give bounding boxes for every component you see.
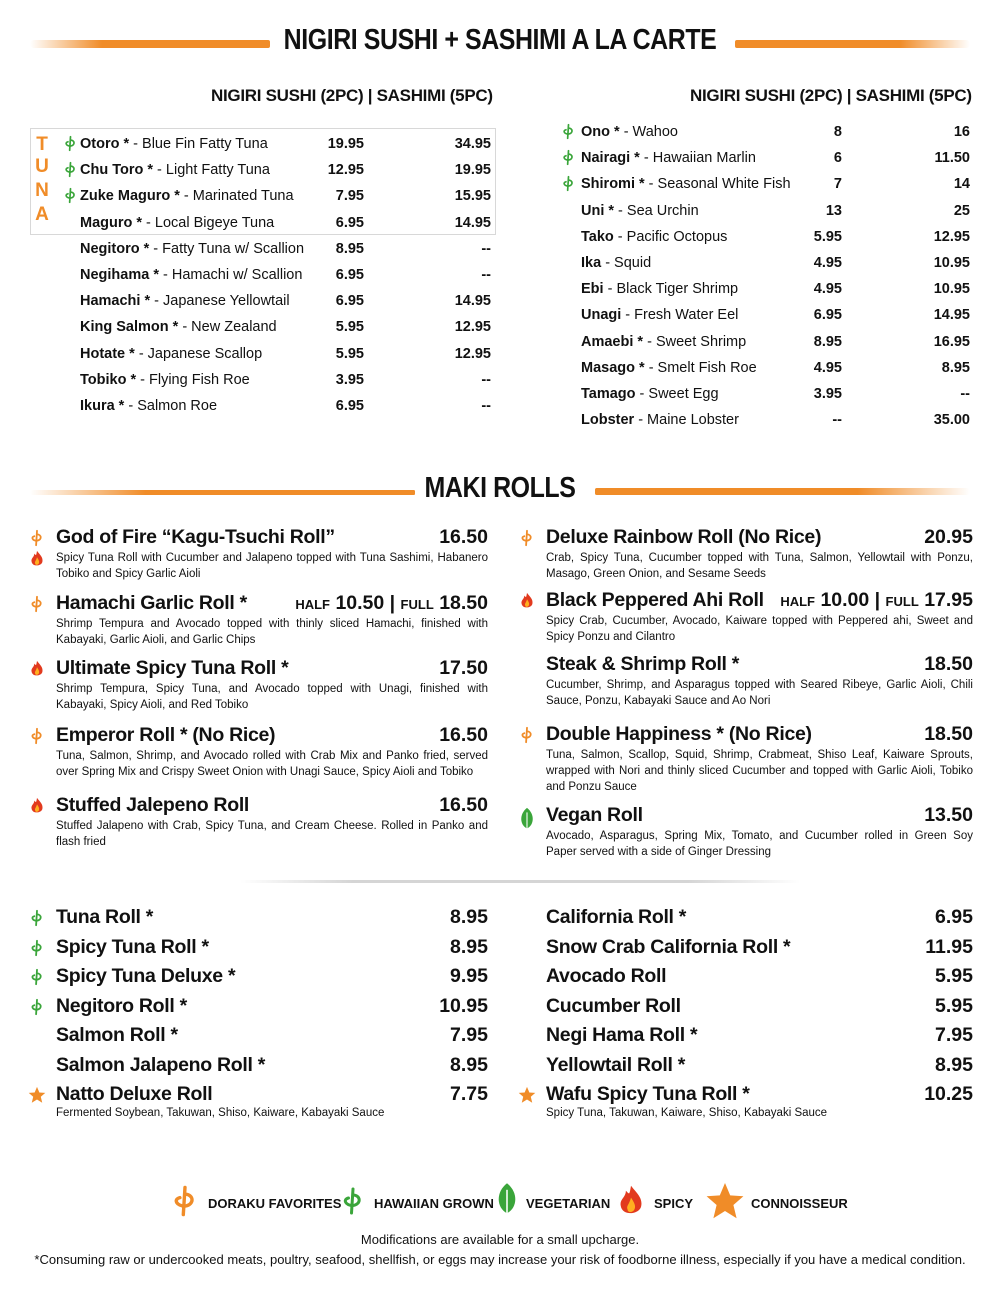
roll-item (28, 1024, 488, 1053)
hawaiian-grown-icon (62, 161, 78, 179)
item-name: Maguro * (80, 214, 143, 231)
item-name: Amaebi * (581, 333, 644, 350)
nigiri-price: 8 (833, 124, 842, 141)
doraku-favorite-icon (518, 726, 536, 749)
item-description: - Blue Fin Fatty Tuna (129, 136, 268, 153)
maki-item (28, 526, 488, 586)
full-price: 17.95 (924, 589, 973, 611)
sashimi-price: 10.95 (933, 281, 970, 298)
sashimi-price: 16.95 (933, 333, 970, 350)
item-description: Stuffed Jalapeno with Crab, Spicy Tuna, and Cream Cheese. Rolled in Panko and flash fried (56, 820, 488, 848)
divider (240, 880, 800, 883)
half-price: 10.50 (335, 592, 385, 614)
roll-item (518, 1054, 973, 1083)
item-name: Ikura * (80, 397, 125, 414)
nigiri-price: 19.95 (327, 136, 364, 153)
nigiri-left-table (0, 131, 500, 419)
nigiri-price: 6.95 (813, 307, 842, 324)
roll-item (518, 1024, 973, 1053)
full-label: FULL (400, 597, 434, 612)
price-value: 20.95 (924, 526, 973, 548)
hawaiian-grown-icon (28, 968, 46, 991)
hawaiian-grown-icon (62, 187, 78, 205)
roll-item (28, 995, 488, 1024)
item-price: 11.95 (925, 935, 973, 958)
item-description: Crab, Spicy Tuna, Cucumber topped with Tuna, Salmon, Yellowtail with Ponzu, Masago, Green Onion, and Sesame Seeds (546, 552, 973, 580)
item-title: Emperor Roll * (No Rice) (56, 724, 276, 746)
item-name-line (80, 267, 302, 283)
nigiri-price: 8.95 (813, 333, 842, 350)
roll-item (518, 936, 973, 965)
item-description: - Marinated Tuna (179, 188, 294, 205)
item-name-line (80, 398, 217, 414)
item-name-line (581, 229, 727, 245)
item-price (924, 526, 973, 549)
item-name: King Salmon * (80, 319, 179, 336)
item-name-line (581, 176, 791, 192)
sashimi-price: 10.95 (933, 255, 970, 272)
nigiri-price: 3.95 (335, 371, 364, 388)
nigiri-left-column-title: NIGIRI SUSHI (2PC) | SASHIMI (5PC) (211, 86, 493, 105)
item-price: 8.95 (935, 1053, 973, 1076)
nigiri-right-column-title: NIGIRI SUSHI (2PC) | SASHIMI (5PC) (690, 86, 972, 105)
nigiri-price: 3.95 (813, 385, 842, 402)
tuna-letter: A (35, 204, 49, 225)
item-title: Negi Hama Roll * (546, 1024, 698, 1046)
spicy-icon (28, 550, 46, 573)
item-title: Hamachi Garlic Roll * (56, 592, 247, 614)
menu-row (500, 171, 1000, 197)
item-name-line (80, 215, 274, 231)
tuna-letter: U (35, 156, 49, 177)
menu-row (0, 157, 500, 183)
item-name-line (581, 203, 699, 219)
sashimi-price: -- (481, 240, 491, 257)
sashimi-price: 35.00 (933, 412, 970, 429)
nigiri-price: 5.95 (335, 345, 364, 362)
roll-item (518, 1083, 973, 1119)
legend-label: DORAKU FAVORITES (208, 1195, 342, 1211)
item-title: Salmon Jalapeno Roll * (56, 1053, 266, 1076)
item-price: HALF 10.50 | FULL 18.50 (295, 592, 488, 614)
item-description: - Flying Fish Roe (136, 371, 250, 388)
item-title: God of Fire “Kagu-Tsuchi Roll” (56, 526, 335, 548)
price-value: 16.50 (439, 526, 488, 548)
legend-label: HAWAIIAN GROWN (374, 1195, 494, 1211)
connoisseur-icon (705, 1181, 745, 1226)
item-description: Tuna, Salmon, Scallop, Squid, Shrimp, Crabmeat, Shiso Leaf, Kaiware Sprouts, wrapped with Nori and thinly sliced Cucumber and topped with Garlic Aioli, Tobiko and Ponzu Sauce (546, 749, 973, 793)
menu-row (0, 183, 500, 209)
item-name: Lobster (581, 412, 635, 429)
spicy-icon (28, 797, 46, 820)
sashimi-price: 14 (953, 176, 970, 193)
item-description: Spicy Tuna Roll with Cucumber and Jalapeno topped with Tuna Sashimi, Habanero Tobiko and Spicy Garlic Aioli (56, 552, 488, 580)
item-name-line (581, 360, 757, 376)
nigiri-price: 6 (833, 150, 842, 167)
maki-item (28, 794, 488, 854)
item-description: - Seasonal White Fish (644, 176, 791, 193)
doraku-favorite-icon (168, 1184, 202, 1223)
maki-item (518, 526, 973, 586)
item-name: Otoro * (80, 136, 130, 153)
tuna-letter: T (36, 134, 48, 155)
item-price: 8.95 (450, 1053, 488, 1076)
item-price: 5.95 (935, 994, 973, 1017)
legend-item (614, 1178, 693, 1228)
item-name: Zuke Maguro * (80, 188, 180, 205)
legend-item (494, 1178, 610, 1228)
sashimi-price: 8.95 (941, 359, 970, 376)
sashimi-price: 12.95 (454, 319, 491, 336)
item-name: Ebi (581, 281, 604, 298)
price-value: 16.50 (439, 724, 488, 746)
price-value: 16.50 (439, 794, 488, 816)
menu-row (0, 314, 500, 340)
item-price (924, 653, 973, 676)
item-title: Avocado Roll (546, 965, 667, 987)
item-name: Nairagi * (581, 150, 640, 167)
item-description: Avocado, Asparagus, Spring Mix, Tomato, and Cucumber rolled in Green Soy Paper served with a side of Ginger Dressing (546, 830, 973, 858)
item-title: Natto Deluxe Roll (56, 1083, 213, 1105)
item-name: Unagi (581, 307, 622, 324)
nigiri-price: 6.95 (335, 397, 364, 414)
menu-row (500, 224, 1000, 250)
item-price (439, 526, 488, 549)
legend-item (168, 1178, 341, 1228)
item-description: - Sweet Shrimp (643, 333, 747, 350)
item-title: California Roll * (546, 906, 687, 928)
menu-row (500, 355, 1000, 381)
item-name-line (581, 124, 678, 140)
sashimi-price: 12.95 (933, 228, 970, 245)
item-title: Ultimate Spicy Tuna Roll * (56, 657, 289, 679)
item-name: Ika (581, 255, 602, 272)
legend-label: SPICY (654, 1195, 694, 1211)
hawaiian-grown-icon (28, 939, 46, 962)
item-title: Double Happiness * (No Rice) (546, 723, 812, 745)
menu-row (0, 262, 500, 288)
item-description: Shrimp Tempura, Spicy Tuna, and Avocado topped with Unagi, finished with Kabayaki, Spicy Aioli, and Red Tobiko (56, 683, 488, 711)
item-title: Yellowtail Roll * (546, 1053, 686, 1076)
item-price: 6.95 (935, 906, 973, 928)
section-title: NIGIRI SUSHI + SASHIMI A LA CARTE (283, 24, 717, 56)
item-title: Cucumber Roll (546, 994, 681, 1017)
item-description: - Black Tiger Shrimp (603, 281, 739, 298)
item-title: Tuna Roll * (56, 906, 154, 928)
item-name: Hotate * (80, 345, 135, 362)
doraku-favorite-icon (518, 529, 536, 552)
menu-row (500, 407, 1000, 433)
price-value: 18.50 (924, 723, 973, 745)
item-name-line (581, 386, 719, 402)
item-title: Black Peppered Ahi Roll (546, 589, 764, 611)
item-title: Wafu Spicy Tuna Roll * (546, 1083, 750, 1105)
item-price: 7.95 (450, 1024, 488, 1046)
nigiri-price: -- (832, 412, 842, 429)
maki-section-header (0, 472, 1000, 512)
connoisseur-icon (518, 1086, 536, 1109)
item-name: Tamago (581, 385, 636, 402)
maki-item (518, 653, 973, 713)
item-description: - Maine Lobster (634, 412, 739, 429)
item-name-line (581, 412, 739, 428)
vegetarian-icon (518, 807, 536, 837)
item-title: Vegan Roll (546, 804, 643, 826)
roll-item (28, 906, 488, 935)
sashimi-price: 14.95 (933, 307, 970, 324)
sashimi-price: 16 (953, 124, 970, 141)
sashimi-price: 14.95 (454, 293, 491, 310)
item-price: 10.25 (924, 1083, 973, 1105)
modifications-note: Modifications are available for a small upcharge. (360, 1232, 640, 1247)
menu-row (0, 236, 500, 262)
nigiri-price: 12.95 (327, 162, 364, 179)
legend-item (338, 1178, 494, 1228)
item-price: HALF 10.00 | FULL 17.95 (780, 589, 973, 611)
item-description: - Hamachi w/ Scallion (158, 267, 303, 284)
legend-label: CONNOISSEUR (751, 1195, 848, 1211)
sashimi-price: 34.95 (454, 136, 491, 153)
legend-item (705, 1178, 848, 1228)
item-name-line (581, 281, 738, 297)
item-name-line (80, 293, 290, 309)
item-name-line (581, 334, 746, 350)
item-description: - Pacific Octopus (613, 228, 728, 245)
menu-row (0, 131, 500, 157)
item-name-line (581, 150, 756, 166)
item-name-line (80, 372, 250, 388)
item-description: Spicy Tuna, Takuwan, Kaiware, Shiso, Kabayaki Sauce (546, 1107, 828, 1119)
item-price: 5.95 (935, 965, 973, 987)
item-name-line (581, 255, 651, 271)
item-price: 7.75 (450, 1083, 488, 1105)
item-description: - Fresh Water Eel (621, 307, 739, 324)
item-description: Cucumber, Shrimp, and Asparagus topped with Seared Ribeye, Garlic Aioli, Chili Sauce, Ponzu, Kabayaki Sauce and Ao Nori (546, 679, 973, 707)
sashimi-price: -- (960, 385, 970, 402)
item-name: Shiromi * (581, 176, 645, 193)
item-description: - Hawaiian Marlin (639, 150, 756, 167)
menu-row (500, 119, 1000, 145)
nigiri-section-header (0, 24, 1000, 64)
tuna-letter: N (35, 180, 49, 201)
nigiri-price: 5.95 (813, 228, 842, 245)
sashimi-price: -- (481, 267, 491, 284)
roll-item (518, 995, 973, 1024)
item-description: Shrimp Tempura and Avocado topped with thinly sliced Hamachi, finished with Kabayaki, Garlic Aioli, and Garlic Chips (56, 618, 488, 646)
spicy-icon (614, 1184, 648, 1223)
hawaiian-grown-icon (28, 998, 46, 1021)
item-name-line (581, 307, 738, 323)
nigiri-price: 7 (833, 176, 842, 193)
item-name: Ono * (581, 124, 620, 141)
item-description: - Wahoo (619, 124, 678, 141)
hawaiian-grown-icon (28, 909, 46, 932)
menu-row (500, 302, 1000, 328)
menu-row (500, 276, 1000, 302)
item-price (924, 804, 973, 827)
roll-item (518, 965, 973, 994)
vegetarian-icon (494, 1182, 520, 1223)
item-name: Negitoro * (80, 240, 150, 257)
spicy-icon (518, 592, 536, 615)
menu-row (0, 393, 500, 419)
maki-item (28, 592, 488, 652)
sashimi-price: -- (481, 371, 491, 388)
item-description: - New Zealand (178, 319, 277, 336)
item-description: - Fatty Tuna w/ Scallion (149, 240, 305, 257)
item-price (439, 657, 488, 680)
nigiri-price: 6.95 (335, 267, 364, 284)
half-label: HALF (295, 597, 331, 612)
consumer-advisory: *Consuming raw or undercooked meats, poultry, seafood, shellfish, or eggs may increase your risk of foodborne illness, especially if you have a medical condition. (34, 1252, 966, 1267)
menu-row (0, 210, 500, 236)
item-description: - Squid (601, 255, 652, 272)
sashimi-price: 14.95 (454, 214, 491, 231)
item-title: Spicy Tuna Deluxe * (56, 965, 236, 987)
maki-item (28, 657, 488, 717)
doraku-favorite-icon (28, 727, 46, 750)
item-description: - Sea Urchin (614, 202, 699, 219)
legend-label: VEGETARIAN (526, 1195, 611, 1211)
item-name: Hamachi * (80, 293, 151, 310)
item-name-line (80, 241, 304, 257)
item-description: - Smelt Fish Roe (644, 359, 757, 376)
item-title: Deluxe Rainbow Roll (No Rice) (546, 526, 822, 548)
item-name-line (80, 346, 262, 362)
hawaiian-grown-icon (560, 123, 576, 141)
spicy-icon (28, 660, 46, 683)
sashimi-price: 19.95 (454, 162, 491, 179)
half-price: 10.00 (820, 589, 870, 611)
sashimi-price: -- (481, 397, 491, 414)
full-price: 18.50 (439, 592, 488, 614)
menu-row (0, 288, 500, 314)
roll-item (28, 1054, 488, 1083)
item-description: Tuna, Salmon, Shrimp, and Avocado rolled with Crab Mix and Panko fried, served over Spring Mix and Crispy Sweet Onion with Unagi Sauce, Spicy Aioli and Tobiko (56, 750, 488, 778)
item-description: - Salmon Roe (124, 397, 218, 414)
item-description: - Local Bigeye Tuna (142, 214, 275, 231)
item-name-line (80, 319, 277, 335)
hawaiian-grown-icon (560, 149, 576, 167)
nigiri-price: 4.95 (813, 281, 842, 298)
item-price: 8.95 (450, 906, 488, 928)
nigiri-right-table (500, 119, 1000, 433)
hawaiian-grown-icon (62, 135, 78, 153)
menu-row (0, 341, 500, 367)
item-price: 10.95 (439, 994, 488, 1017)
nigiri-price: 13 (825, 202, 842, 219)
maki-item (518, 804, 973, 864)
sashimi-price: 12.95 (454, 345, 491, 362)
nigiri-price: 4.95 (813, 359, 842, 376)
roll-item (28, 936, 488, 965)
item-name-line (80, 162, 270, 178)
item-description: - Japanese Yellowtail (150, 293, 290, 310)
price-value: 13.50 (924, 804, 973, 826)
maki-item (28, 724, 488, 784)
nigiri-price: 6.95 (335, 293, 364, 310)
item-description: - Japanese Scallop (134, 345, 263, 362)
menu-row (0, 367, 500, 393)
item-price: 7.95 (935, 1024, 973, 1046)
price-value: 17.50 (439, 657, 488, 679)
item-title: Salmon Roll * (56, 1024, 178, 1046)
nigiri-price: 8.95 (335, 240, 364, 257)
item-name: Tako (581, 228, 614, 245)
sashimi-price: 15.95 (454, 188, 491, 205)
item-description: - Sweet Egg (635, 385, 719, 402)
item-price: 9.95 (450, 965, 488, 987)
item-price: 8.95 (450, 935, 488, 958)
item-name: Masago * (581, 359, 645, 376)
menu-row (500, 145, 1000, 171)
sashimi-price: 11.50 (934, 150, 970, 167)
menu-row (500, 250, 1000, 276)
roll-item (28, 1083, 488, 1119)
item-title: Steak & Shrimp Roll * (546, 653, 740, 675)
item-description: - Light Fatty Tuna (153, 162, 270, 179)
maki-item (518, 589, 973, 649)
menu-row (500, 381, 1000, 407)
connoisseur-icon (28, 1086, 46, 1109)
item-title: Spicy Tuna Roll * (56, 935, 209, 958)
item-title: Snow Crab California Roll * (546, 935, 791, 958)
item-name: Uni * (581, 202, 615, 219)
item-name: Tobiko * (80, 371, 137, 388)
item-price (439, 724, 488, 747)
item-description: Spicy Crab, Cucumber, Avocado, Kaiware topped with Peppered ahi, Sweet and Spicy Ponzu and Cilantro (546, 615, 973, 643)
nigiri-price: 7.95 (335, 188, 364, 205)
nigiri-price: 5.95 (335, 319, 364, 336)
item-title: Stuffed Jalepeno Roll (56, 794, 250, 816)
item-name-line (80, 188, 294, 204)
sashimi-price: 25 (953, 202, 970, 219)
doraku-favorite-icon (28, 529, 46, 552)
item-price (439, 794, 488, 817)
item-name-line (80, 136, 268, 152)
menu-row (500, 329, 1000, 355)
roll-item (28, 965, 488, 994)
section-title: MAKI ROLLS (424, 472, 576, 504)
full-label: FULL (885, 594, 919, 609)
nigiri-price: 4.95 (813, 255, 842, 272)
item-title: Negitoro Roll * (56, 994, 187, 1017)
menu-row (500, 198, 1000, 224)
nigiri-price: 6.95 (335, 214, 364, 231)
item-price (924, 723, 973, 746)
doraku-favorite-icon (28, 595, 46, 618)
hawaiian-grown-icon (560, 175, 576, 193)
roll-item (518, 906, 973, 935)
maki-item (518, 723, 973, 793)
price-value: 18.50 (924, 653, 973, 675)
half-label: HALF (780, 594, 816, 609)
legend (0, 1178, 1000, 1228)
item-name: Chu Toro * (80, 162, 154, 179)
hawaiian-grown-icon (338, 1186, 368, 1221)
item-description: Fermented Soybean, Takuwan, Shiso, Kaiware, Kabayaki Sauce (56, 1107, 385, 1119)
item-name: Negihama * (80, 267, 159, 284)
